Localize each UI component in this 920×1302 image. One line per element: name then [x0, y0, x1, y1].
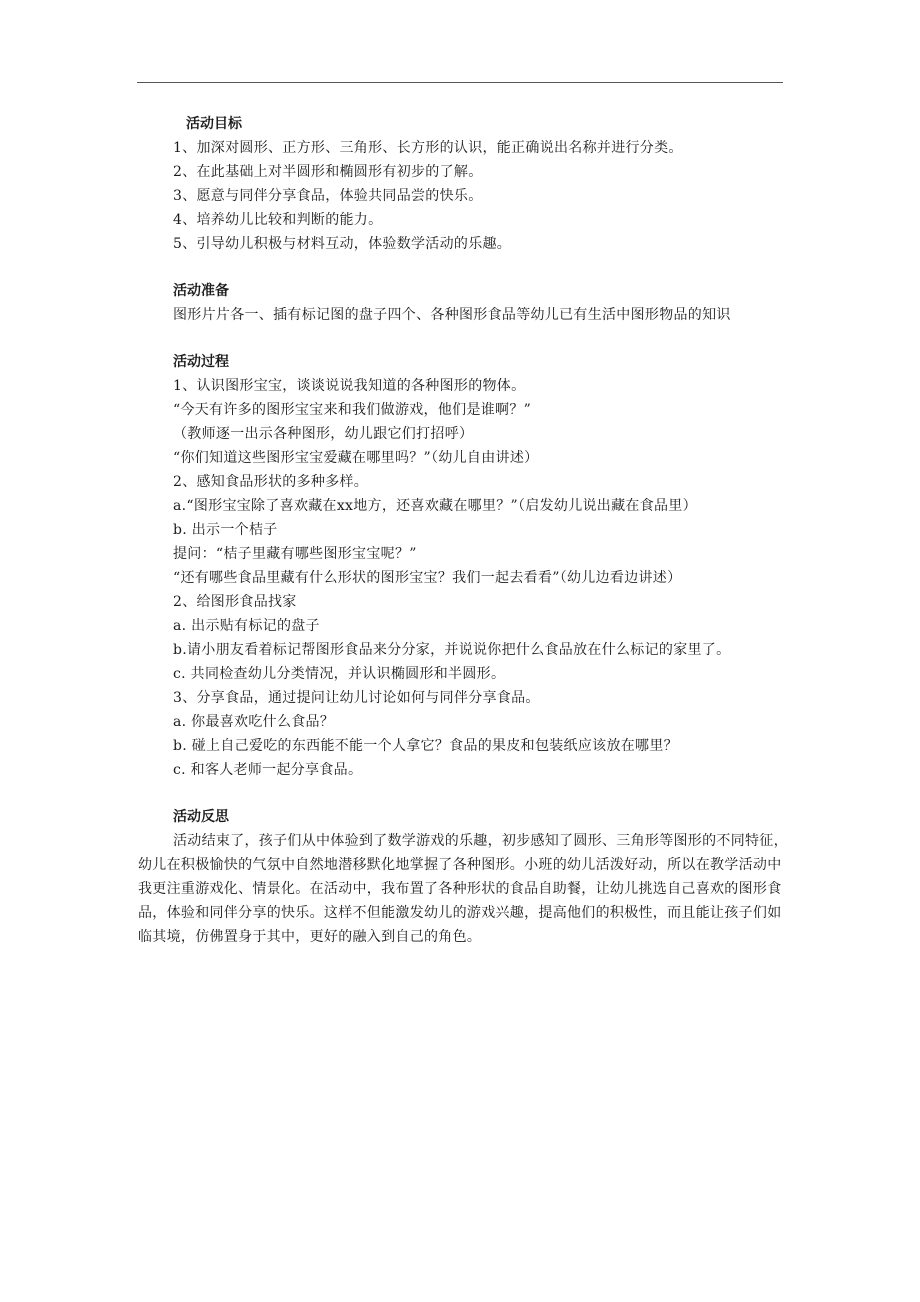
goals-heading: 活动目标	[186, 116, 242, 132]
process-wrapped-line: b.请小朋友看着标记帮图形食品来分分家，并说说你把什么食品放在什么标记的家里了。	[173, 642, 731, 658]
reflection-heading: 活动反思	[173, 809, 229, 825]
process-line: a. 你最喜欢吃什么食品？	[173, 714, 335, 730]
preparation-text: 图形片片各一、插有标记图的盘子四个、各种图形食品等幼儿已有生活中图形物品的知识	[173, 307, 731, 323]
process-line: a. 出示贴有标记的盘子	[173, 618, 320, 634]
goal-item: 3、愿意与同伴分享食品，体验共同品尝的快乐。	[173, 188, 483, 204]
process-line: “你们知道这些图形宝宝爱藏在哪里吗？”（幼儿自由讲述）	[173, 450, 539, 466]
process-line: “还有哪些食品里藏有什么形状的图形宝宝？我们一起去看看”（幼儿边看边讲述）	[173, 570, 682, 586]
reflection-text: 活动结束了，孩子们从中体验到了数学游戏的乐趣，初步感知了圆形、三角形等图形的不同特征，幼儿在积极愉快的气氛中自然地潜移默化地掌握了各种图形。小班的幼儿活泼好动，所以在教学活动中我更注重游戏化、情景化。在活动中，我布置了各种形状的食品自助餐，让幼儿挑选自己喜欢的图形食品，体验和同伴分享的快乐。这样不但能激发幼儿的游戏兴趣，提高他们的积极性，而且能让孩子们如临其境，仿佛置身于其中，更好的融入到自己的角色。	[138, 833, 788, 945]
goal-item: 4、培养幼儿比较和判断的能力。	[173, 212, 383, 228]
process-line: 3、分享食品，通过提问让幼儿讨论如何与同伴分享食品。	[173, 690, 540, 706]
process-line: 1、认识图形宝宝，谈谈说说我知道的各种图形的物体。	[173, 378, 526, 394]
section-gap	[138, 327, 788, 350]
process-line: 提问：“桔子里藏有哪些图形宝宝呢？”	[173, 546, 417, 562]
process-line: b. 碰上自己爱吃的东西能不能一个人拿它？食品的果皮和包装纸应该放在哪里？	[173, 738, 678, 754]
process-line: c. 共同检查幼儿分类情况，并认识椭圆形和半圆形。	[173, 666, 506, 682]
preparation-heading: 活动准备	[173, 283, 229, 299]
header-rule	[137, 82, 783, 83]
document-page	[138, 112, 788, 949]
goal-item: 2、在此基础上对半圆形和椭圆形有初步的了解。	[173, 164, 483, 180]
process-heading: 活动过程	[173, 354, 229, 370]
process-line: 2、给图形食品找家	[173, 594, 297, 610]
goal-item: 5、引导幼儿积极与材料互动，体验数学活动的乐趣。	[173, 236, 512, 252]
process-line: （教师逐一出示各种图形，幼儿跟它们打招呼）	[173, 426, 474, 442]
process-line: 2、感知食品形状的多种多样。	[173, 474, 369, 490]
goal-item: 1、加深对圆形、正方形、三角形、长方形的认识，能正确说出名称并进行分类。	[173, 140, 683, 156]
process-line: c. 和客人老师一起分享食品。	[173, 762, 363, 778]
process-line: a.“图形宝宝除了喜欢藏在xx地方，还喜欢藏在哪里？”（启发幼儿说出藏在食品里）	[173, 498, 697, 514]
section-gap	[138, 782, 788, 805]
process-line: b. 出示一个桔子	[173, 522, 278, 538]
section-gap	[138, 256, 788, 279]
process-line: “今天有许多的图形宝宝来和我们做游戏，他们是谁啊？”	[173, 402, 532, 418]
